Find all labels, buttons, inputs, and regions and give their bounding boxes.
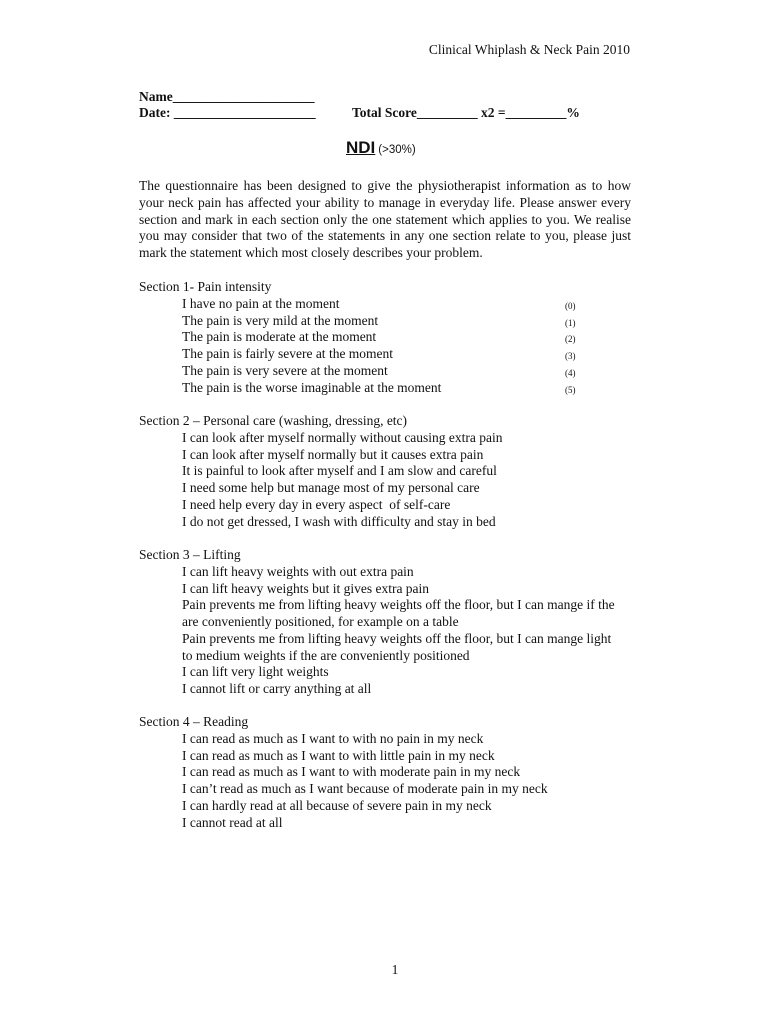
list-item[interactable]: I can lift heavy weights but it gives extra pain xyxy=(182,580,430,596)
list-item[interactable] xyxy=(182,380,639,397)
item-text: The pain is the worse imaginable at the moment xyxy=(182,379,442,395)
name-field: Name_____________________ xyxy=(139,89,315,104)
section-pain-intensity xyxy=(139,279,639,396)
list-item[interactable] xyxy=(182,296,639,313)
list-item[interactable]: Pain prevents me from lifting heavy weights off the floor, but I can mange light to medium weights if the are conveniently positioned xyxy=(182,630,612,663)
item-score: (2) xyxy=(565,334,576,345)
date-field: Date: _____________________ xyxy=(139,105,316,120)
list-item[interactable]: I can lift heavy weights with out extra pain xyxy=(182,563,414,579)
page-title xyxy=(346,138,416,158)
section-reading xyxy=(139,714,639,831)
list-item[interactable] xyxy=(182,363,639,380)
item-text: The pain is very mild at the moment xyxy=(182,312,379,328)
list-item[interactable]: I can read as much as I want to with no pain in my neck xyxy=(182,730,484,746)
section-title: Section 2 – Personal care (washing, dressing, etc) xyxy=(139,413,408,428)
list-item[interactable]: I cannot lift or carry anything at all xyxy=(182,681,372,696)
item-score: (0) xyxy=(565,300,576,311)
item-score: (3) xyxy=(565,351,576,361)
ndi-title: NDI xyxy=(346,138,376,157)
item-text: The pain is moderate at the moment xyxy=(182,329,377,345)
list-item[interactable]: I can read as much as I want to with little pain in my neck xyxy=(182,747,495,763)
list-item[interactable]: I can look after myself normally without causing extra pain xyxy=(182,429,503,445)
running-header: Clinical Whiplash & Neck Pain 2010 xyxy=(428,42,630,57)
item-score: (1) xyxy=(565,317,576,328)
list-item[interactable]: It is painful to look after myself and I am slow and careful xyxy=(182,463,497,479)
page-number: 1 xyxy=(391,962,399,977)
list-item[interactable]: I need help every day in every aspect of self-care xyxy=(182,496,451,512)
list-item[interactable] xyxy=(182,329,639,346)
list-item[interactable]: I cannot read at all xyxy=(182,814,283,830)
list-item[interactable] xyxy=(182,313,639,330)
section-title: Section 3 – Lifting xyxy=(139,547,241,562)
item-score: (4) xyxy=(565,367,576,378)
section-title: Section 1- Pain intensity xyxy=(139,279,272,294)
item-text: The pain is very severe at the moment xyxy=(182,362,388,378)
total-score-field: Total Score_________ x2 =_________% xyxy=(352,105,580,120)
item-score: (5) xyxy=(565,384,576,395)
item-text: The pain is fairly severe at the moment xyxy=(182,346,394,361)
section-lifting xyxy=(139,547,639,698)
section-personal-care xyxy=(139,413,639,530)
section-title: Section 4 – Reading xyxy=(139,714,249,729)
list-item[interactable] xyxy=(182,346,639,363)
list-item[interactable]: Pain prevents me from lifting heavy weights off the floor, but I can mange if the are conveniently positioned, for example on a table xyxy=(182,597,615,629)
list-item[interactable]: I can read as much as I want to with moderate pain in my neck xyxy=(182,764,521,780)
list-item[interactable]: I can lift very light weights xyxy=(182,664,329,680)
list-item[interactable]: I can’t read as much as I want because of moderate pain in my neck xyxy=(182,781,548,796)
list-item[interactable]: I can look after myself normally but it causes extra pain xyxy=(182,446,484,462)
intro-paragraph: The questionnaire has been designed to give the physiotherapist information as to how your neck pain has affected your ability to manage in everyday life. Please answer every section and mark in each section only the one statement which applies to you. We realise you may consider that two of the statements in any one section relate to you, please just mark the statement which most closely describes your problem. xyxy=(139,178,631,261)
list-item[interactable]: I need some help but manage most of my personal care xyxy=(182,480,480,495)
ndi-threshold: (>30%) xyxy=(378,144,416,156)
list-item[interactable]: I can hardly read at all because of severe pain in my neck xyxy=(182,797,492,813)
item-text: I have no pain at the moment xyxy=(182,295,340,311)
list-item[interactable]: I do not get dressed, I wash with difficulty and stay in bed xyxy=(182,513,496,529)
